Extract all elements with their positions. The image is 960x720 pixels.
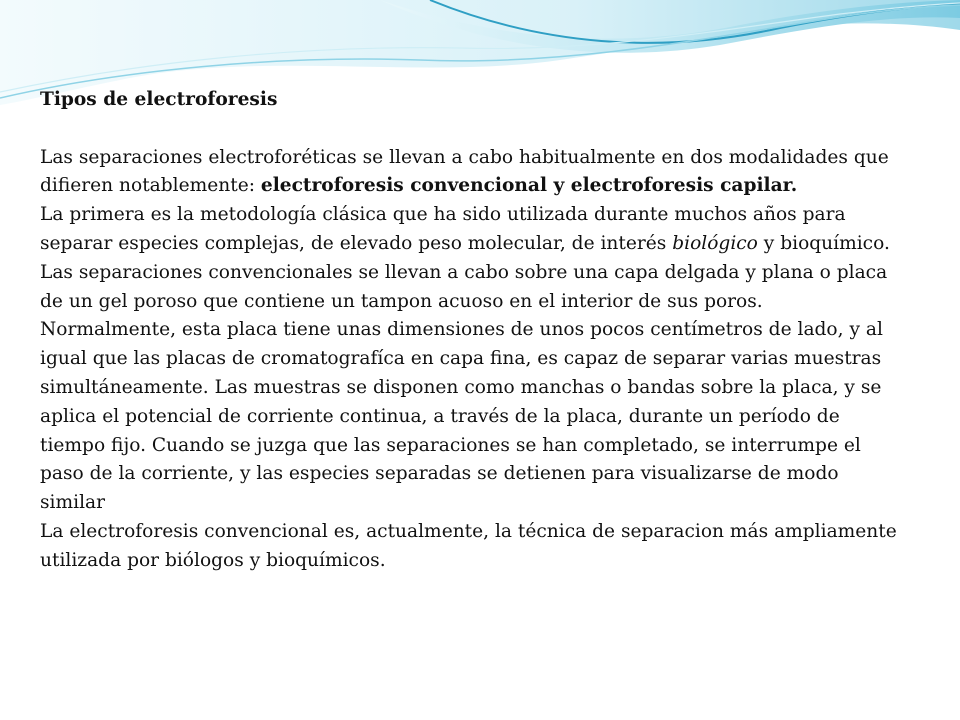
paragraph-3: Normalmente, esta placa tiene unas dimensiones de unos pocos centímetros de lado, y al igual que las placas de cromatografíca en capa fina, es capaz de separar varias muestras simultáneamente. Las muestras se disponen como manchas o bandas sobre la placa, y se aplica el potencial de corriente continua, a través de la placa, durante un período de tiempo fijo. Cuando se juzga que las separaciones se han completado, se interrumpe el paso de la corriente, y las especies separadas se detienen para visualizarse de modo similar — [40, 319, 883, 514]
paragraph-1: Las separaciones electroforéticas se llevan a cabo habitualmente en dos modalidades que difieren notablemente: electroforesis convencional y electroforesis capilar. — [40, 146, 889, 197]
slide-title: Tipos de electroforesis — [40, 89, 278, 110]
bold-emphasis: electroforesis convencional y electroforesis capilar. — [260, 175, 798, 197]
slide-body — [40, 86, 900, 576]
paragraph-2: La primera es la metodología clásica que ha sido utilizada durante muchos años para separar especies complejas, de elevado peso molecular, de interés biológico y bioquímico. Las separaciones convencionales se llevan a cabo sobre una capa delgada y plana o placa de un gel poroso que contiene un tampon acuoso en el interior de sus poros. — [40, 204, 890, 312]
italic-emphasis: biológico — [672, 232, 758, 254]
paragraph-4: La electroforesis convencional es, actualmente, la técnica de separacion más ampliamente utilizada por biólogos y bioquímicos. — [40, 520, 897, 571]
